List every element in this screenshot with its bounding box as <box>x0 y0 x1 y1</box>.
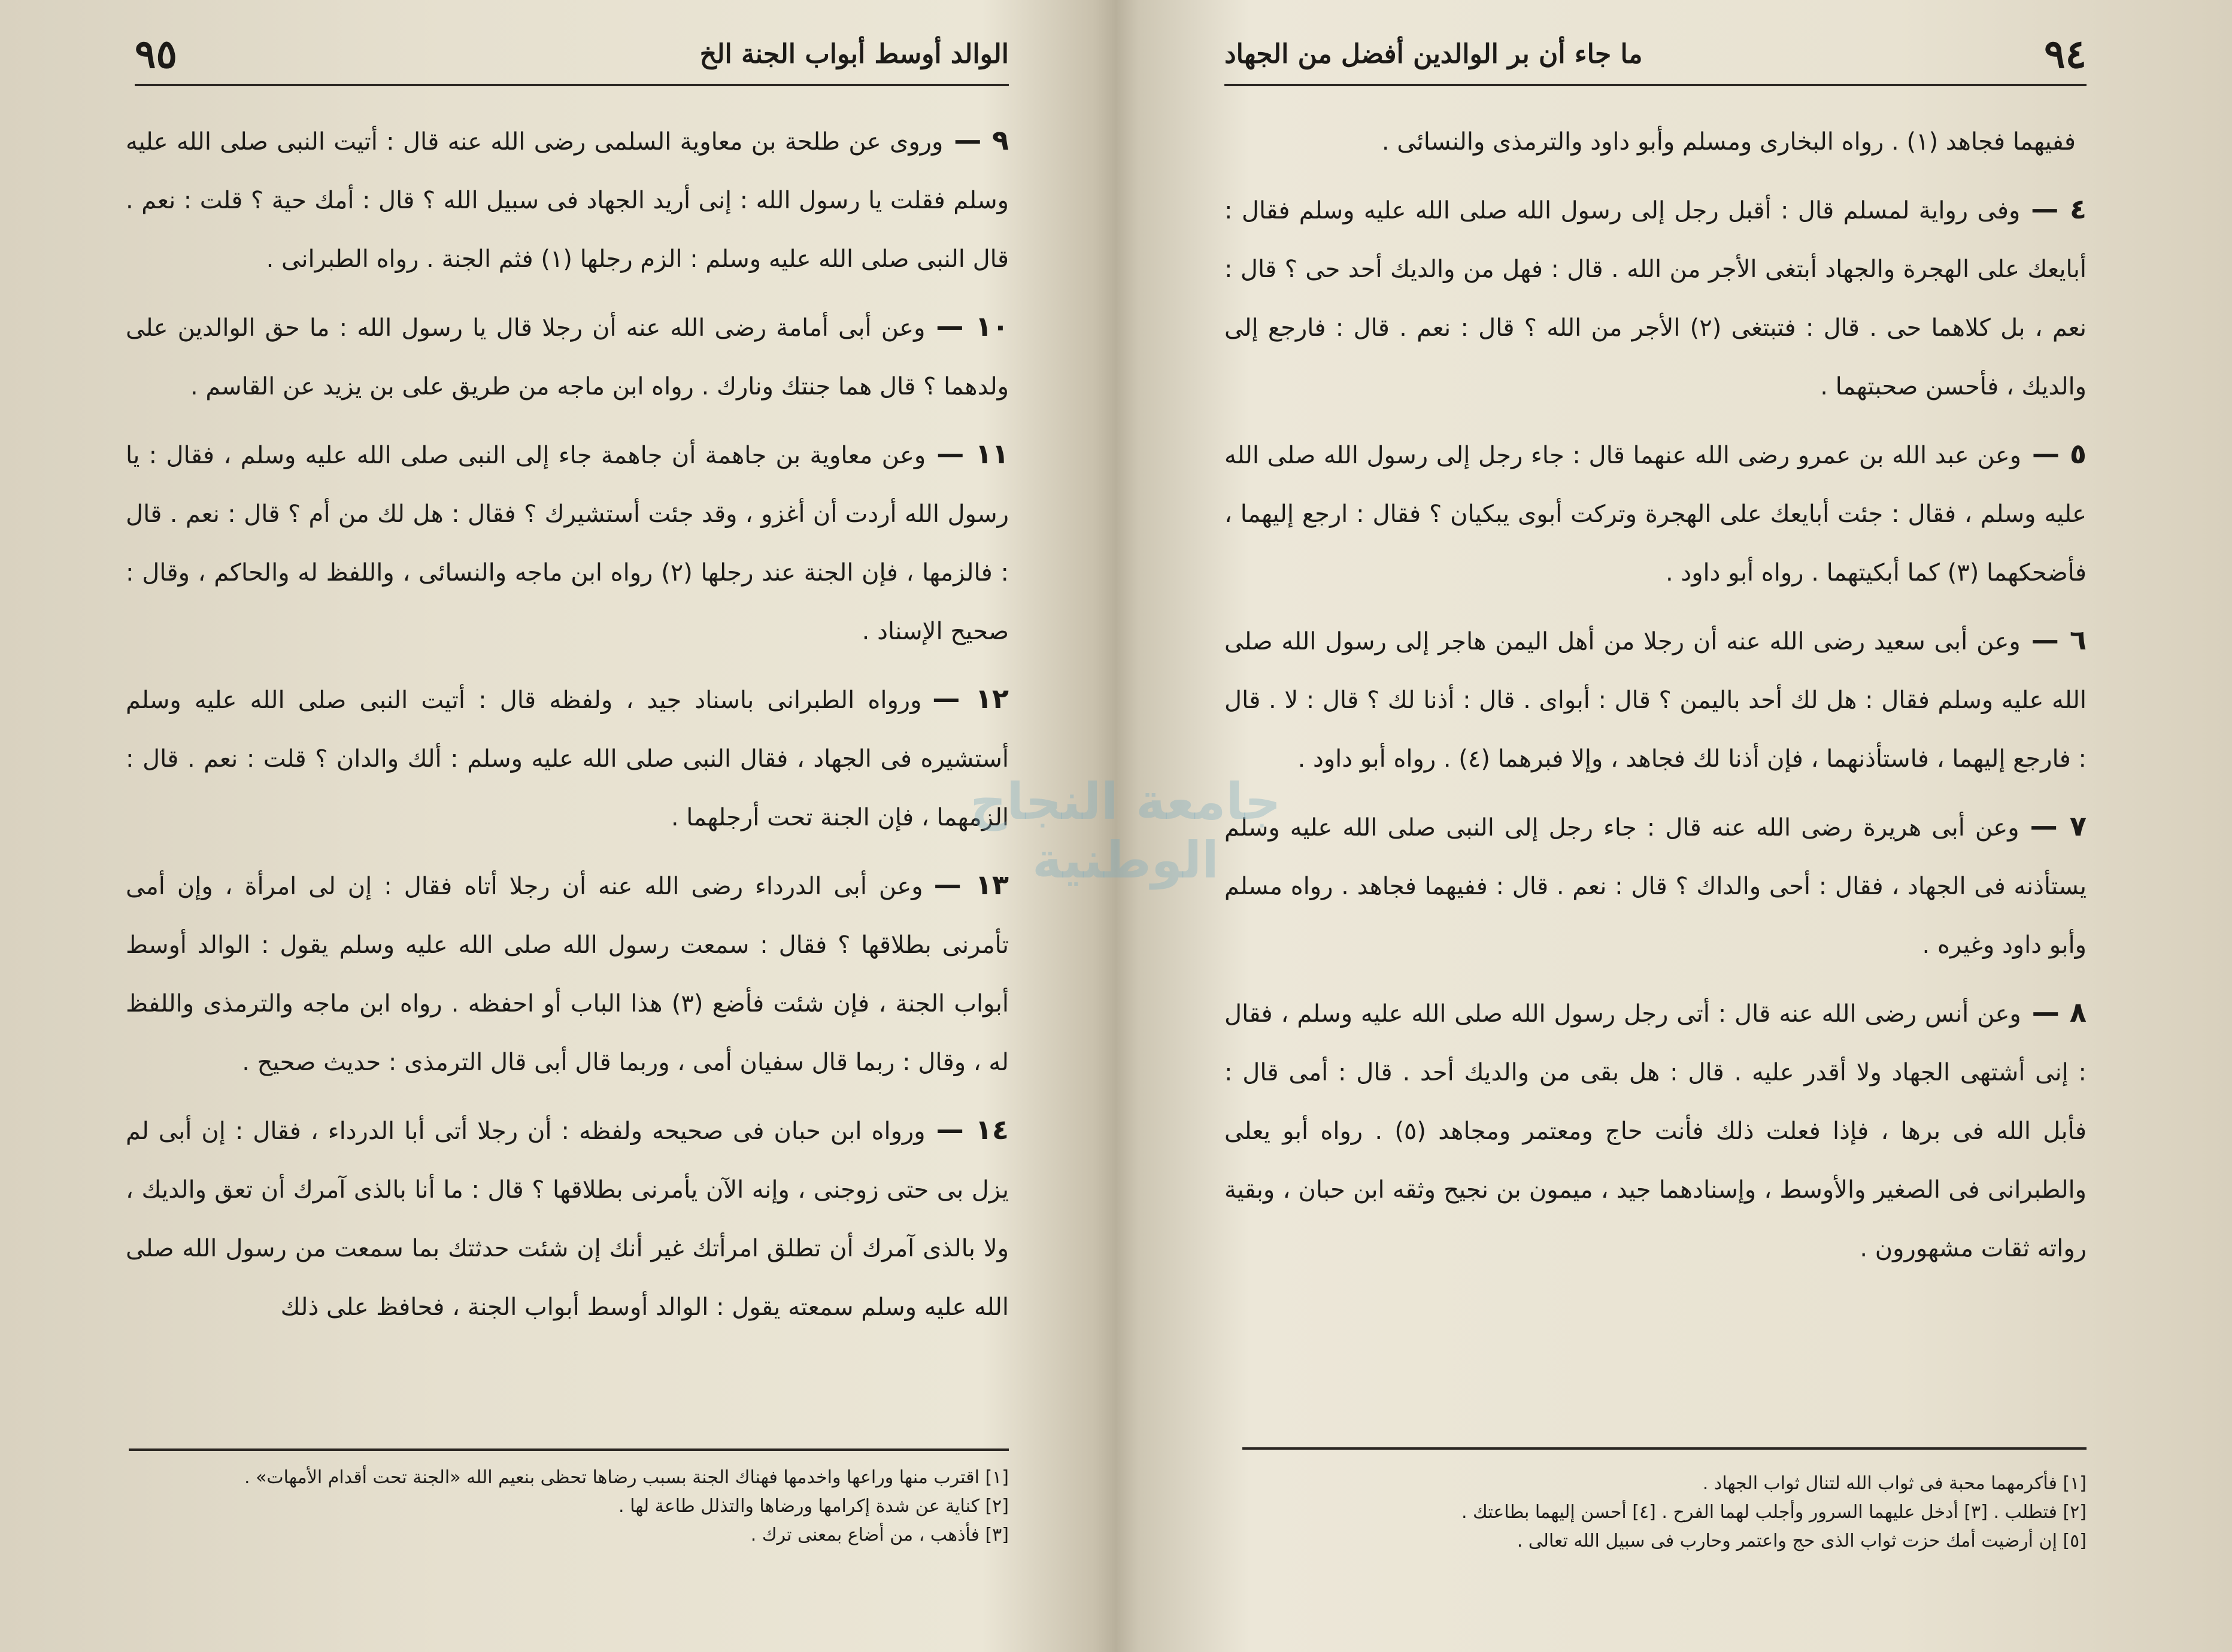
hadith-paragraph <box>126 111 1009 289</box>
footnote: [٣] فأذهب ، من أضاع بمعنى ترك . <box>750 1525 1009 1545</box>
hadith-text: وعن أبى هريرة رضى الله عنه قال : جاء رجل إلى النبى صلى الله عليه وسلم يستأذنه فى الجهاد ، فقال : أحى والداك ؟ قال : نعم . قال : ففيهما فجاهد . رواه مسلم وأبو داود وغيره . <box>1224 814 2087 959</box>
university-watermark: جامعة النجاح الوطنية <box>970 772 1281 889</box>
footnote: [٥] إن أرضيت أمك حزت ثواب الذى حج واعتمر وحارب فى سبيل الله تعالى . <box>1517 1530 2087 1551</box>
hadith-paragraph <box>126 1100 1009 1337</box>
hadith-text: ففيهما فجاهد (١) . رواه البخارى ومسلم وأبو داود والترمذى والنسائى . <box>1381 128 2076 156</box>
hadith-number: ٩ — <box>954 124 1009 156</box>
hadith-text: وعن أبى الدرداء رضى الله عنه أن رجلا أتاه فقال : إن لى امرأة ، وإن أمى تأمرنى بطلاقها ؟ فقال : سمعت رسول الله صلى الله عليه وسلم يقول : الوالد أوسط أبواب الجنة ، فإن شئت فأضع (٣) هذا الباب أو احفظه . رواه ابن ماجه والترمذى واللفظ له ، وقال : ربما قال سفيان أمى ، وربما قال أبى قال الترمذى : حديث صحيح . <box>126 873 1009 1076</box>
hadith-number: ١٣ — <box>933 868 1009 901</box>
hadith-text: وعن أنس رضى الله عنه قال : أتى رجل رسول الله صلى الله عليه وسلم ، فقال : إنى أشتهى الجهاد ولا أقدر عليه . قال : هل بقى من والديك أحد . قال : أمى قال : فأبل الله فى برها ، فإذا فعلت ذلك فأنت حاج ومعتمر ومجاهد (٥) . رواه أبو يعلى والطبرانى فى الصغير والأوسط ، وإسنادهما جيد ، ميمون بن نجيح وثقه ابن حبان ، وبقية رواته ثقات مشهورون . <box>1224 1000 2087 1262</box>
right-running-title: ما جاء أن بر الوالدين أفضل من الجهاد <box>1224 38 1643 69</box>
hadith-number: ١٢ — <box>932 682 1009 715</box>
hadith-paragraph <box>126 297 1009 416</box>
hadith-paragraph <box>1224 424 2087 602</box>
hadith-text: وعن معاوية بن جاهمة أن جاهمة جاء إلى النبى صلى الله عليه وسلم ، فقال : يا رسول الله أردت أن أغزو ، وقد جئت أستشيرك ؟ فقال : هل لك من أم ؟ قال : نعم . قال : فالزمها ، فإن الجنة عند رجلها (٢) رواه ابن ماجه والنسائى ، واللفظ له والحاكم ، وقال : صحيح الإسناد . <box>126 442 1009 645</box>
footnote: [١] فأكرمهما محبة فى ثواب الله لتنال ثواب الجهاد . <box>1702 1473 2087 1494</box>
hadith-text: وعن أبى أمامة رضى الله عنه أن رجلا قال يا رسول الله : ما حق الوالدين على ولدهما ؟ قال هما جنتك ونارك . رواه ابن ماجه من طريق على بن يزيد عن القاسم . <box>126 314 1009 400</box>
hadith-number: ٧ — <box>2030 810 2087 842</box>
hadith-paragraph <box>126 855 1009 1092</box>
hadith-paragraph <box>1224 111 2087 171</box>
right-page-body <box>1224 111 2087 1286</box>
hadith-number: ١١ — <box>936 438 1009 470</box>
hadith-text: ورواه الطبرانى باسناد جيد ، ولفظه قال : أتيت النبى صلى الله عليه وسلم أستشيره فى الجهاد ، فقال النبى صلى الله عليه وسلم : ألك والدان ؟ قلت : نعم . قال : الزمهما ، فإن الجنة تحت أرجلهما . <box>126 687 1009 831</box>
hadith-text: وروى عن طلحة بن معاوية السلمى رضى الله عنه قال : أتيت النبى صلى الله عليه وسلم فقلت يا رسول الله : إنى أريد الجهاد فى سبيل الله ؟ قال : أمك حية ؟ قلت : نعم . قال النبى صلى الله عليه وسلم : الزم رجلها (١) فثم الجنة . رواه الطبرانى . <box>126 128 1009 273</box>
hadith-number: ١٠ — <box>936 310 1009 342</box>
right-page-header <box>1224 24 2087 86</box>
hadith-text: وعن أبى سعيد رضى الله عنه أن رجلا من أهل اليمن هاجر إلى رسول الله صلى الله عليه وسلم فقال : هل لك أحد باليمن ؟ قال : أبواى . قال : أذنا لك ؟ قال : لا . قال : فارجع إليهما ، فاستأذنهما ، فإن أذنا لك فجاهد ، وإلا فبرهما (٤) . رواه أبو داود . <box>1224 628 2087 773</box>
hadith-number: ٥ — <box>2031 438 2087 470</box>
hadith-text: ورواه ابن حبان فى صحيحه ولفظه : أن رجلا أتى أبا الدرداء ، فقال : إن أبى لم يزل بى حتى زوجنى ، وإنه الآن يأمرنى بطلاقها ؟ قال : ما أنا بالذى آمرك أن تعق والديك ، ولا بالذى آمرك أن تطلق امرأتك غير أنك إن شئت حدثتك بما سمعت من رسول الله صلى الله عليه وسلم سمعته يقول : الوالد أوسط أبواب الجنة ، فحافظ على ذلك <box>126 1117 1009 1321</box>
hadith-paragraph <box>126 669 1009 847</box>
footnote: [١] اقترب منها وراعها واخدمها فهناك الجنة بسبب رضاها تحظى بنعيم الله «الجنة تحت أقدام الأمهات» . <box>244 1467 1009 1488</box>
right-page-number: ٩٤ <box>2044 31 2087 77</box>
hadith-text: وعن عبد الله بن عمرو رضى الله عنهما قال : جاء رجل إلى رسول الله صلى الله عليه وسلم ، فقال : جئت أبايعك على الهجرة وتركت أبوى يبكيان ؟ فقال : ارجع إليهما ، فأضحكهما (٣) كما أبكيتهما . رواه أبو داود . <box>1224 442 2087 587</box>
footnote: [٢] كناية عن شدة إكرامها ورضاها والتذلل طاعة لها . <box>618 1496 1009 1517</box>
hadith-number: ١٤ — <box>936 1113 1009 1146</box>
hadith-number: ٨ — <box>2031 996 2087 1028</box>
hadith-text: وفى رواية لمسلم قال : أقبل رجل إلى رسول الله صلى الله عليه وسلم فقال : أبايعك على الهجرة والجهاد أبتغى الأجر من الله . قال : فهل من والديك أحد حى ؟ قال : نعم ، بل كلاهما حى . قال : فتبتغى (٢) الأجر من الله ؟ قال : نعم . قال : فارجع إلى والديك ، فأحسن صحبتهما . <box>1224 197 2087 400</box>
footnote: [٢] فتطلب . [٣] أدخل عليهما السرور وأجلب لهما الفرح . [٤] أحسن إليهما بطاعتك . <box>1461 1502 2087 1523</box>
right-footnotes <box>1242 1469 2087 1556</box>
left-page-number: ٩٥ <box>135 31 177 77</box>
hadith-paragraph <box>1224 797 2087 974</box>
hadith-number: ٤ — <box>2031 193 2087 225</box>
left-page-header <box>135 24 1009 86</box>
hadith-paragraph <box>1224 983 2087 1278</box>
hadith-paragraph <box>1224 180 2087 416</box>
left-running-title: الوالد أوسط أبواب الجنة الخ <box>699 38 1009 69</box>
left-footnotes <box>129 1463 1009 1550</box>
left-page-body <box>126 111 1009 1345</box>
hadith-number: ٦ — <box>2031 624 2087 656</box>
footnote-divider <box>1242 1447 2087 1450</box>
hadith-paragraph <box>126 424 1009 661</box>
hadith-paragraph <box>1224 611 2087 788</box>
footnote-divider <box>129 1448 1009 1451</box>
